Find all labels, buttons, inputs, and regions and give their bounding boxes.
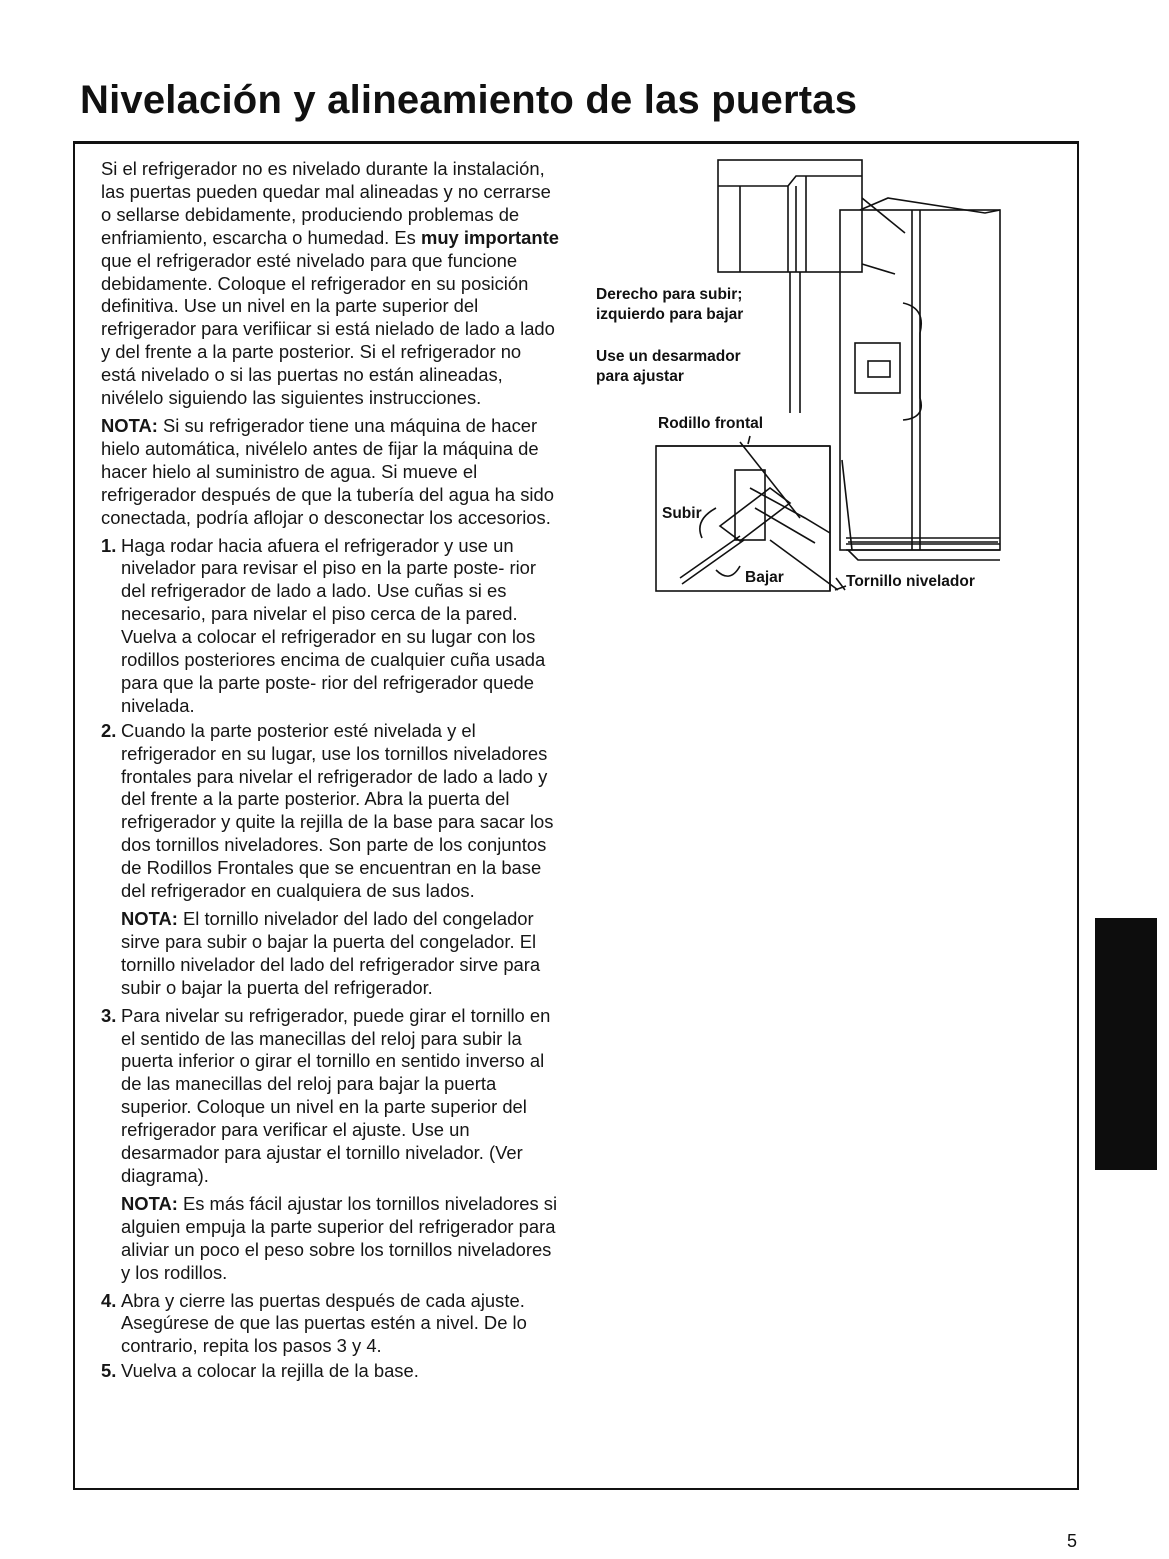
step-number: 5.	[101, 1360, 117, 1382]
step-text: Para nivelar su refrigerador, puede girar el tornillo en el sentido de las manecillas del reloj para subir la puerta inferior o girar el tornillo en sentido inverso al de las manecillas del reloj para bajar la puerta superior. Coloque un nivel en la parte superior del refrigerador para verificar el ajuste. Use un desarmador para ajustar el tornillo nivelador. (Ver diagrama).	[121, 1004, 551, 1186]
label-front-roller: Rodillo frontal	[658, 415, 764, 432]
dispenser-panel	[855, 343, 900, 393]
step-text: Vuelva a colocar la rejilla de la base.	[121, 1360, 419, 1382]
label-down: Bajar	[745, 569, 784, 586]
section-tab-marker	[1095, 918, 1157, 1170]
text-column	[101, 158, 561, 1385]
page-title: Nivelación y alineamiento de las puertas	[80, 78, 858, 122]
label-right-left-1: Derecho para subir;	[596, 286, 743, 303]
step-number: 2.	[101, 719, 117, 741]
step-note	[121, 908, 561, 1000]
label-screwdriver-1: Use un desarmador	[596, 348, 741, 365]
intro-text-b: que el refrigerador esté nivelado para que funcione debidamente. Coloque el refrigerador en su posición definitiva. Use un nivel en la parte superior del refrigerador para verifiicar si está nielado de lado a lado y del frente a la parte posterior. Si el refrigerador no está nivelado o si las puertas no están alineadas, nivélelo siguiendo las siguientes instrucciones.	[101, 249, 555, 409]
label-leveling-screw: Tornillo nivelador	[846, 573, 975, 590]
step-item	[101, 535, 561, 718]
step-text: Cuando la parte posterior esté nivelada y el refrigerador en su lugar, use los tornillos niveladores frontales para nivelar el refrigerador de lado a lado y del frente a la parte posterior. Abra la puerta del refrigerador y quite la rejilla de la base para sacar los dos tornillos niveladores. Son parte de los conjuntos de Rodillos Frontales que se encuentran en la base del refrigerador en cualquiera de sus lados.	[121, 719, 554, 902]
intro-emphasis: muy importante	[420, 226, 559, 248]
step-text: Haga rodar hacia afuera el refrigerador y use un nivelador para revisar el piso en la parte poste- rior del refrigerador de lado a lado. Use cuñas si es necesario, para nivelar el piso cerca de la pared. Vuelva a colocar el refrigerador en su lugar con los rodillos posteriores encima de cualquier cuña usada para que la parte poste- rior del refrigerador quede nivelada.	[121, 534, 546, 716]
step-number: 3.	[101, 1004, 117, 1026]
page-number: 5	[1067, 1531, 1078, 1551]
note-text: El tornillo nivelador del lado del congelador sirve para subir o bajar la puerta del congelador. El tornillo nivelador del lado del refrigerador sirve para subir o bajar la puerta del refrigerador.	[121, 908, 541, 998]
label-screwdriver-2: para ajustar	[596, 368, 684, 385]
step-number: 1.	[101, 534, 117, 556]
label-up: Subir	[662, 505, 702, 522]
leveling-diagram	[590, 158, 1010, 598]
step-item	[101, 1290, 561, 1359]
intro-note	[101, 415, 561, 530]
step-number: 4.	[101, 1289, 117, 1311]
label-right-left-2: izquierdo para bajar	[596, 306, 744, 323]
note-label: NOTA:	[121, 908, 178, 929]
steps-list	[101, 535, 561, 1384]
note-label: NOTA:	[101, 414, 158, 436]
step-note	[121, 1193, 561, 1285]
note-text: Es más fácil ajustar los tornillos niveladores si alguien empuja la parte superior del refrigerador para aliviar un poco el peso sobre los tornillos niveladores y los rodillos.	[121, 1192, 558, 1283]
step-item	[101, 720, 561, 1000]
step-item	[101, 1005, 561, 1285]
step-text: Abra y cierre las puertas después de cada ajuste. Asegúrese de que las puertas estén a nivel. De lo contrario, repita los pasos 3 y 4.	[121, 1289, 527, 1357]
intro-text-a: Si el refrigerador no es nivelado durante la instalación, las puertas pueden quedar mal alineadas y no cerrarse o sellarse debidamente, produciendo problemas de enfriamiento, escarcha o humedad. Es	[101, 158, 551, 248]
note-text: Si su refrigerador tiene una máquina de hacer hielo automática, nivélelo antes de fijar la máquina de hacer hielo al suministro de agua. Si mueve el refrigerador después de que la tubería del agua ha sido conectada, podría aflojar o desconectar los accesorios.	[101, 414, 554, 528]
step-item	[101, 1360, 561, 1383]
intro-paragraph	[101, 158, 561, 410]
note-label: NOTA:	[121, 1192, 178, 1214]
